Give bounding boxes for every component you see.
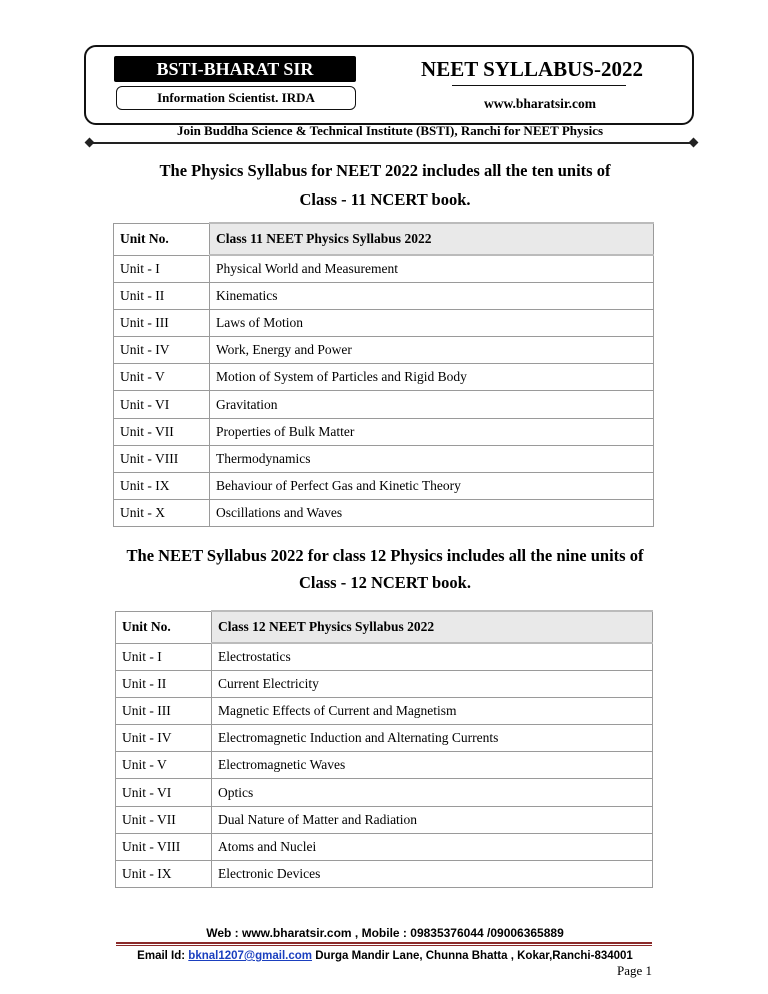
unit-topic: Motion of System of Particles and Rigid Body	[210, 364, 654, 391]
unit-no-header: Unit No.	[114, 223, 210, 255]
unit-topic: Electrostatics	[212, 643, 653, 670]
table-row	[114, 391, 654, 418]
table-row	[116, 725, 653, 752]
table-row	[116, 752, 653, 779]
unit-number: Unit - VIII	[116, 833, 212, 860]
unit-topic: Atoms and Nuclei	[212, 833, 653, 860]
table-row	[114, 282, 654, 309]
unit-topic: Properties of Bulk Matter	[210, 418, 654, 445]
unit-number: Unit - VII	[116, 806, 212, 833]
unit-topic: Magnetic Effects of Current and Magnetism	[212, 697, 653, 724]
table-row	[116, 697, 653, 724]
unit-number: Unit - X	[114, 500, 210, 527]
footer-address	[120, 948, 650, 964]
tagline: Join Buddha Science & Technical Institute (BSTI), Ranchi for NEET Physics	[176, 123, 604, 138]
unit-number: Unit - IX	[114, 473, 210, 500]
class11-topic-header: Class 11 NEET Physics Syllabus 2022	[210, 223, 654, 255]
class11-syllabus-table	[113, 222, 654, 527]
class12-intro-line2: Class - 12 NCERT book.	[299, 573, 471, 592]
brand-title: BSTI-BHARAT SIR	[114, 56, 356, 82]
unit-topic: Laws of Motion	[210, 309, 654, 336]
unit-number: Unit - II	[116, 670, 212, 697]
unit-number: Unit - II	[114, 282, 210, 309]
class11-intro-line2: Class - 11 NCERT book.	[299, 190, 471, 209]
unit-topic: Behaviour of Perfect Gas and Kinetic Theory	[210, 473, 654, 500]
table-row	[114, 500, 654, 527]
unit-topic: Dual Nature of Matter and Radiation	[212, 806, 653, 833]
footer-rule-thin	[116, 945, 652, 946]
table-header-row	[114, 223, 654, 255]
unit-number: Unit - VI	[114, 391, 210, 418]
unit-number: Unit - VI	[116, 779, 212, 806]
unit-number: Unit - VII	[114, 418, 210, 445]
unit-topic: Gravitation	[210, 391, 654, 418]
title-underline	[452, 85, 626, 86]
class11-intro-line1: The Physics Syllabus for NEET 2022 includes all the ten units of	[159, 161, 611, 180]
table-row	[116, 861, 653, 888]
footer-contact: Web : www.bharatsir.com , Mobile : 09835376044 /09006365889	[206, 926, 564, 940]
unit-no-header: Unit No.	[116, 611, 212, 643]
unit-topic: Electromagnetic Waves	[212, 752, 653, 779]
email-label: Email Id:	[137, 950, 189, 962]
footer-rule	[116, 942, 652, 944]
table-row	[114, 255, 654, 282]
unit-number: Unit - IV	[114, 337, 210, 364]
unit-topic: Electromagnetic Induction and Alternating Currents	[212, 725, 653, 752]
unit-topic: Thermodynamics	[210, 445, 654, 472]
unit-topic: Kinematics	[210, 282, 654, 309]
class12-syllabus-table	[115, 610, 653, 888]
unit-number: Unit - V	[114, 364, 210, 391]
table-row	[114, 418, 654, 445]
unit-number: Unit - VIII	[114, 445, 210, 472]
table-row	[116, 833, 653, 860]
table-row	[114, 445, 654, 472]
unit-number: Unit - IX	[116, 861, 212, 888]
class12-topic-header: Class 12 NEET Physics Syllabus 2022	[212, 611, 653, 643]
unit-topic: Optics	[212, 779, 653, 806]
unit-topic: Oscillations and Waves	[210, 500, 654, 527]
header-divider	[90, 142, 694, 144]
unit-number: Unit - I	[116, 643, 212, 670]
address-text: Durga Mandir Lane, Chunna Bhatta , Kokar,Ranchi-834001	[312, 950, 633, 962]
page-number: Page 1	[616, 963, 652, 978]
class12-intro-line1: The NEET Syllabus 2022 for class 12 Physics includes all the nine units of	[126, 546, 644, 565]
unit-topic: Work, Energy and Power	[210, 337, 654, 364]
table-row	[114, 337, 654, 364]
unit-number: Unit - I	[114, 255, 210, 282]
unit-topic: Electronic Devices	[212, 861, 653, 888]
table-row	[114, 309, 654, 336]
website-text: www.bharatsir.com	[483, 96, 596, 111]
table-header-row	[116, 611, 653, 643]
table-row	[116, 806, 653, 833]
table-row	[116, 779, 653, 806]
unit-number: Unit - III	[116, 697, 212, 724]
table-row	[114, 473, 654, 500]
unit-number: Unit - III	[114, 309, 210, 336]
unit-topic: Current Electricity	[212, 670, 653, 697]
table-row	[114, 364, 654, 391]
unit-number: Unit - IV	[116, 725, 212, 752]
table-row	[116, 643, 653, 670]
diamond-left-icon	[85, 138, 95, 148]
brand-subtitle: Information Scientist. IRDA	[116, 86, 356, 110]
diamond-right-icon	[689, 138, 699, 148]
table-row	[116, 670, 653, 697]
syllabus-title: NEET SYLLABUS-2022	[421, 57, 643, 81]
unit-number: Unit - V	[116, 752, 212, 779]
unit-topic: Physical World and Measurement	[210, 255, 654, 282]
email-link[interactable]: bknal1207@gmail.com	[188, 950, 313, 962]
